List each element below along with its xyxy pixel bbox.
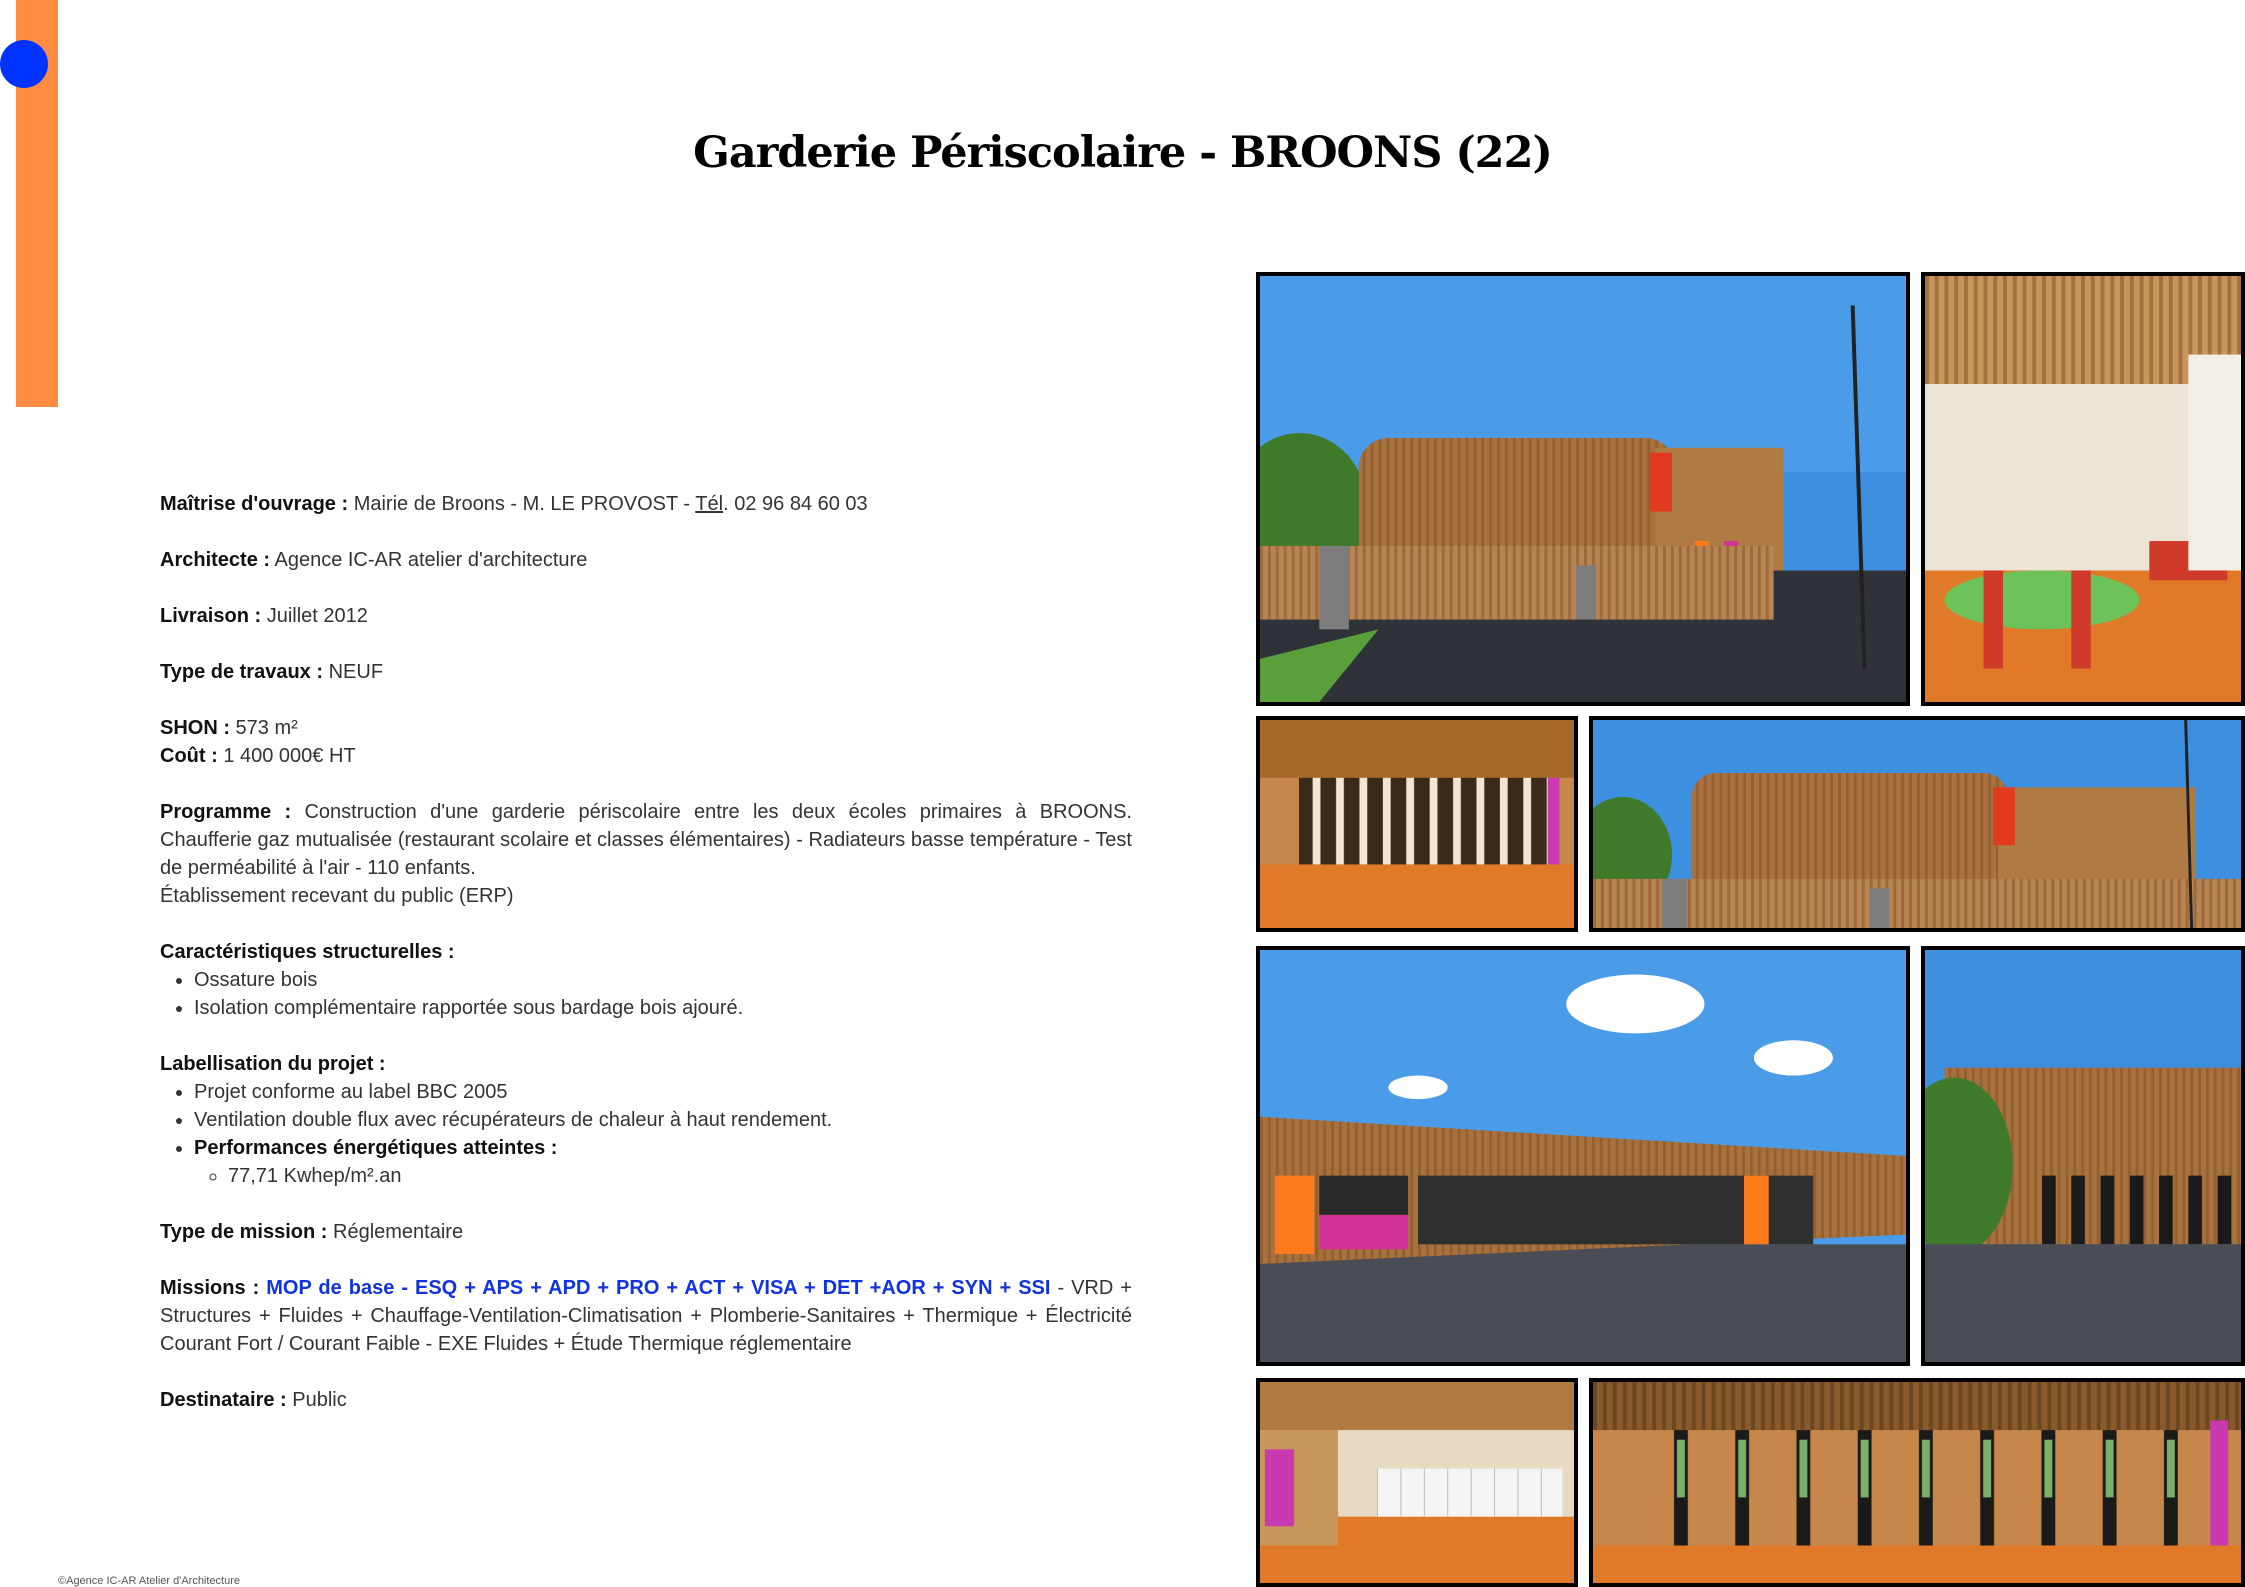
list-item: • Ventilation double flux avec récupérateurs de chaleur à haut rendement.	[194, 1106, 1132, 1134]
destinataire-line: Destinataire : Public	[160, 1389, 347, 1411]
cout-line: Coût : 1 400 000€ HT	[160, 745, 356, 767]
missions-line: Missions : MOP de base - ESQ + APS + APD + PRO + ACT + VISA + DET +AOR + SYN + SSI - VRD + Structures + Fluides + Chauffage-Ventilation-Climatisation + Plomberie-Sanitaires + Thermique + Électricité Courant Fort / Courant Faible - EXE Fluides + Étude Thermique réglementaire	[160, 1277, 1132, 1355]
shon-line: SHON : 573 m²	[160, 717, 298, 739]
photo-exterior-rotunda	[1921, 946, 2245, 1366]
travaux-line: Type de travaux : NEUF	[160, 661, 384, 683]
blue-accent-dot	[0, 40, 48, 88]
label-heading: Labellisation du projet :	[160, 1053, 386, 1075]
architecte-line: Architecte : Agence IC-AR atelier d'architecture	[160, 549, 588, 571]
list-item: • Isolation complémentaire rapportée sous bardage bois ajouré.	[194, 994, 1132, 1022]
list-item: • Projet conforme au label BBC 2005	[194, 1078, 1132, 1106]
mission-type-line: Type de mission : Réglementaire	[160, 1221, 464, 1243]
photo-exterior-street	[1256, 272, 1910, 706]
photo-exterior-facade	[1589, 716, 2245, 932]
livraison-line: Livraison : Juillet 2012	[160, 605, 368, 627]
page-title: Garderie Périscolaire - BROONS (22)	[693, 128, 1552, 178]
structure-heading: Caractéristiques structurelles :	[160, 941, 455, 963]
photo-interior-hall	[1256, 716, 1578, 932]
copyright-footer: ©Agence IC-AR Atelier d'Architecture	[58, 1575, 241, 1587]
list-item: ◦ 77,71 Kwhep/m².an	[228, 1162, 1132, 1190]
project-details	[160, 490, 1132, 1442]
perf-sublist	[194, 1162, 1132, 1190]
list-item: • Performances énergétiques atteintes : ◦ 77,71 Kwhep/m².an	[194, 1134, 1132, 1190]
photo-interior-room	[1256, 1378, 1578, 1587]
erp-line: Établissement recevant du public (ERP)	[160, 885, 514, 907]
label-list	[160, 1078, 1132, 1190]
programme-line: Programme : Construction d'une garderie périscolaire entre les deux écoles primaires à BROONS. Chaufferie gaz mutualisée (restaurant scolaire et classes élémentaires) - Radiateurs basse température - Test de perméabilité à l'air - 110 enfants.	[160, 801, 1132, 879]
photo-exterior-courtyard	[1256, 946, 1910, 1366]
moa-line: Maîtrise d'ouvrage : Mairie de Broons - M. LE PROVOST - Tél. 02 96 84 60 03	[160, 493, 868, 515]
photo-interior-windows	[1589, 1378, 2245, 1587]
structure-list	[160, 966, 1132, 1022]
list-item: • Ossature bois	[194, 966, 1132, 994]
photo-interior-classroom	[1921, 272, 2245, 706]
